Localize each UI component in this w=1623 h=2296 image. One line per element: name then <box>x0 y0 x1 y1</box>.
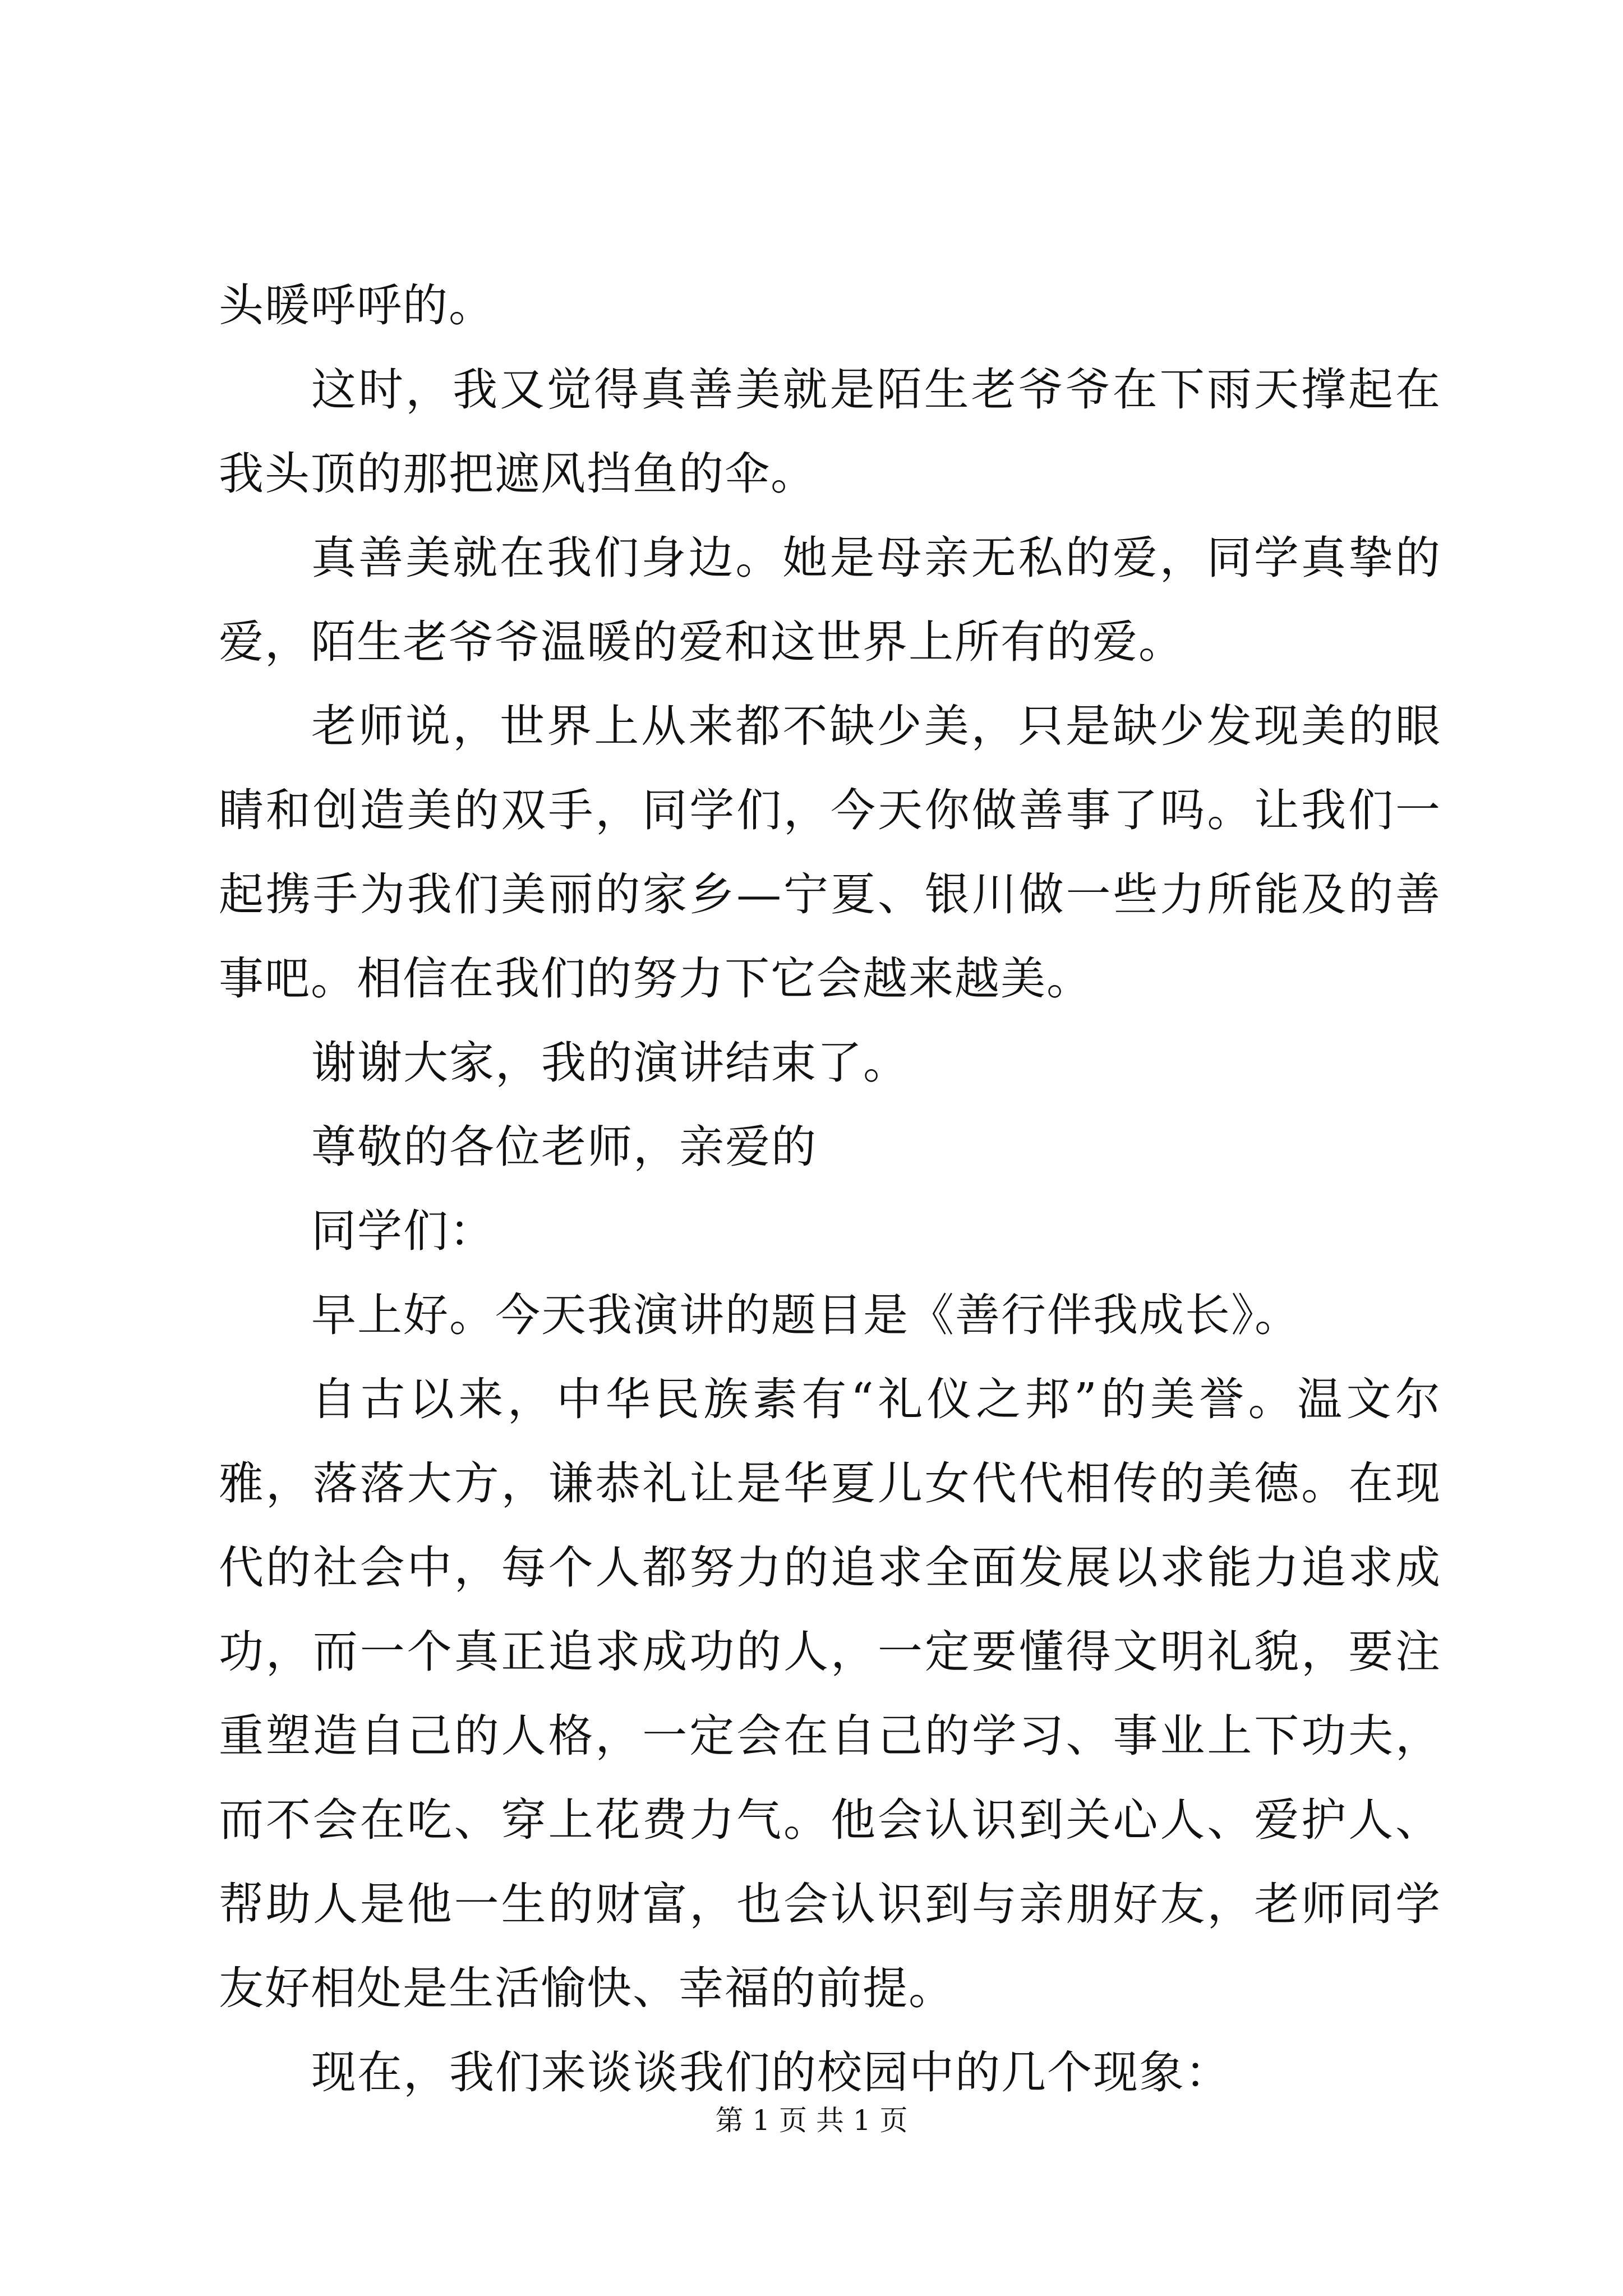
paragraph: 老师说，世界上从来都不缺少美，只是缺少发现美的眼睛和创造美的双手，同学们，今天你做善事了吗。让我们一起携手为我们美丽的家乡—宁夏、银川做一些力所能及的善事吧。相信在我们的努力下它会越来越美。 <box>219 700 1441 1005</box>
paragraph: 现在，我们来谈谈我们的校园中的几个现象： <box>311 2046 1231 2099</box>
paragraph: 同学们： <box>311 1205 495 1257</box>
paragraph: 自古以来，中华民族素有“礼仪之邦”的美誉。温文尔雅，落落大方，谦恭礼让是华夏儿女代代相传的美德。在现代的社会中，每个人都努力的追求全面发展以求能力追求成功，而一个真正追求成功的人，一定要懂得文明礼貌，要注重塑造自己的人格，一定会在自己的学习、事业上下功夫，而不会在吃、穿上花费力气。他会认识到关心人、爱护人、帮助人是他一生的财富，也会认识到与亲朋好友，老师同学友好相处是生活愉快、幸福的前提。 <box>219 1373 1441 2014</box>
page-number-label: 第 1 页 共 1 页 <box>715 2104 908 2137</box>
paragraph: 真善美就在我们身边。她是母亲无私的爱，同学真挚的爱，陌生老爷爷温暖的爱和这世界上所有的爱。 <box>219 532 1441 668</box>
page-footer <box>0 2101 1623 2140</box>
paragraph: 早上好。今天我演讲的题目是《善行伴我成长》。 <box>311 1289 1301 1341</box>
paragraph: 谢谢大家，我的演讲结束了。 <box>311 1037 909 1089</box>
paragraph: 这时，我又觉得真善美就是陌生老爷爷在下雨天撑起在我头顶的那把遮风挡鱼的伞。 <box>219 364 1441 500</box>
paragraph: 尊敬的各位老师，亲爱的 <box>311 1121 817 1173</box>
document-body <box>219 264 1441 2115</box>
paragraph: 头暖呼呼的。 <box>219 279 495 332</box>
